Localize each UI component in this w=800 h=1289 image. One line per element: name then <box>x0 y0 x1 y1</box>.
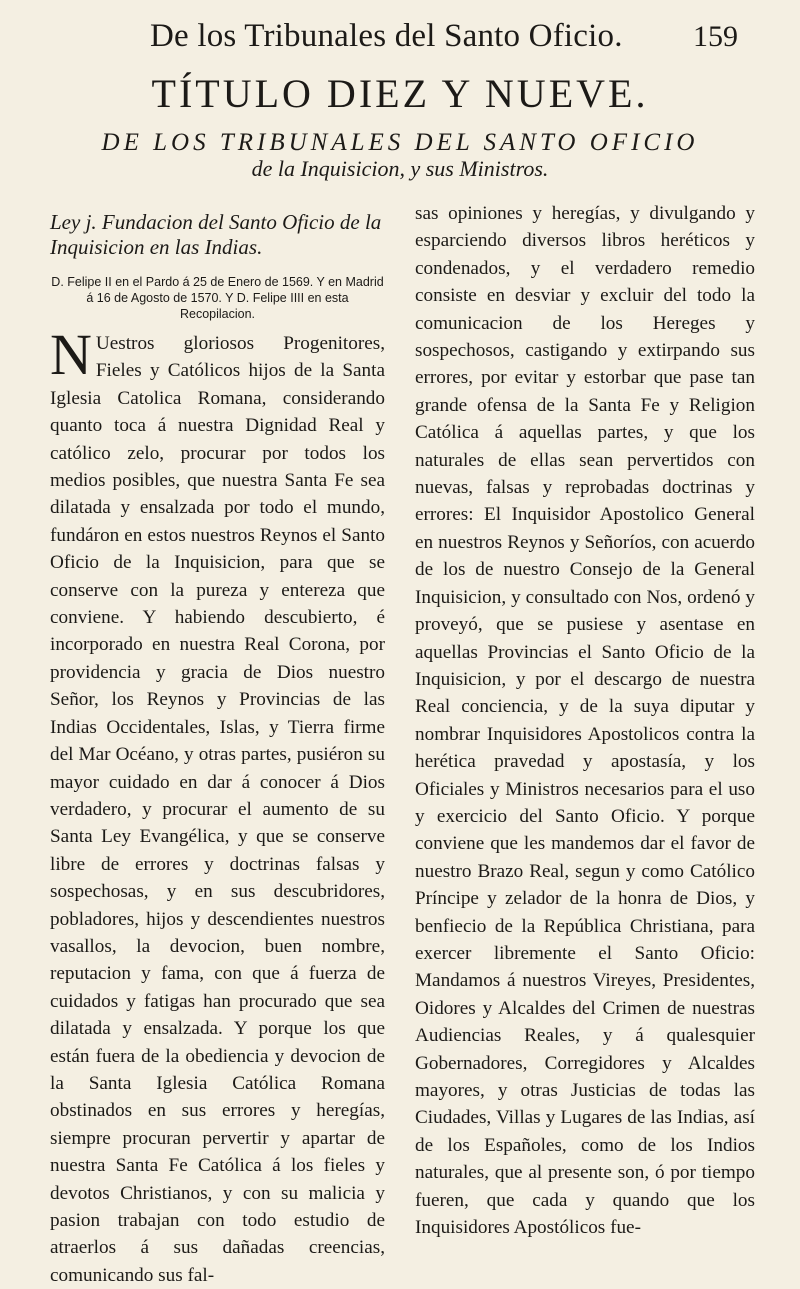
drop-cap: N <box>50 322 92 387</box>
title-subheading: DE LOS TRIBUNALES DEL SANTO OFICIO <box>101 129 699 156</box>
law-text-left <box>50 322 385 1289</box>
running-head <box>0 10 800 54</box>
running-title: De los Tribunales del Santo Oficio. <box>150 18 623 54</box>
title-subheading-line-2: de la Inquisicion, y sus Ministros. <box>251 156 549 181</box>
title-heading: TÍTULO DIEZ Y NUEVE. <box>151 71 649 116</box>
right-column <box>415 200 755 1241</box>
law-heading: Ley j. Fundacion del Santo Oficio de la Inquisicion en las Indias. <box>50 210 382 259</box>
law-source-note: D. Felipe II en el Pardo á 25 de Enero de 1569. Y en Madrid á 16 de Agosto de 1570. Y D. Felipe IIII en esta Recopilacion. <box>51 275 384 321</box>
left-column <box>50 200 385 1289</box>
law-text-right: sas opiniones y heregías, y divulgando y esparciendo diversos libros heréticos y condenados, y el verdadero remedio consiste en desviar y excluir del todo la comunicacion de los Hereges y sospechosos, castigando y extirpando sus errores, por evitar y estorbar que pase tan grande ofensa de la Santa Fe y Religion Católica á aquellas partes, y que los naturales de ellas sean pervertidos con nuevas, falsas y reprobadas doctrinas y errores: El Inquisidor Apostolico General en nuestros Reynos y Señoríos, con acuerdo de los de nuestro Consejo de la General Inquisicion, y consultado con Nos, ordenó y proveyó, que se pusiese y asentase en aquellas Provincias el Santo Oficio de la Inquisicion, y por el descargo de nuestra Real conciencia, y de la suya diputar y nombrar Inquisidores Apostolicos contra la herética pravedad y apostasía, y los Oficiales y Ministros necesarios para el uso y exercicio del Santo Oficio. Y porque conviene que les mandemos dar el favor de nuestro Brazo Real, segun y como Católico Príncipe y zelador de la honra de Dios, y benfiecio de la República Christiana, para exercer libremente el Santo Oficio: Mandamos á nuestros Vireyes, Presidentes, Oidores y Alcaldes del Crimen de nuestras Audiencias Reales, y á qualesquier Gobernadores, Corregidores y Alcaldes mayores, y otras Justicias de todas las Ciudades, Villas y Lugares de las Indias, así de los Españoles, como de los Indios naturales, que al presente son, ó por tiempo fueren, que cada y quando que los Inquisidores Apostólicos fue- <box>415 203 755 1239</box>
law-text-left-body: Uestros gloriosos Progenitores, Fieles y Católicos hijos de la Santa Iglesia Catolica Romana, considerando quanto toca á nuestra Dignidad Real y católico zelo, procurar por todos los medios posibles, que nuestra Santa Fe sea dilatada y ensalzada por todo el mundo, fundáron en estos nuestros Reynos el Santo Oficio de la Inquisicion, para que se conserve con la pureza y entereza que conviene. Y habiendo descubierto, é incorporado en nuestra Real Corona, por providencia y gracia de Dios nuestro Señor, los Reynos y Provincias de las Indias Occidentales, Islas, y Tierra firme del Mar Océano, y otras partes, pusiéron su mayor cuidado en dar á conocer á Dios verdadero, y procurar el aumento de su Santa Ley Evangélica, y que se conserve libre de errores y doctrinas falsas y sospechosas, y en sus descubridores, pobladores, hijos y descendientes nuestros vasallos, la devocion, buen nombre, reputacion y fama, con que á fuerza de cuidados y fatigas han procurado que sea dilatada y ensalzada. Y porque los que están fuera de la obediencia y devocion de la Santa Iglesia Católica Romana obstinados en sus errores y heregías, siempre procuran pervertir y apartar de nuestra Santa Fe Católica á los fieles y devotos Christianos, y con su malicia y pasion trabajan con todo estudio de atraerlos á sus dañadas creencias, comunicando sus fal- <box>50 333 385 1286</box>
page-number: 159 <box>693 20 738 53</box>
